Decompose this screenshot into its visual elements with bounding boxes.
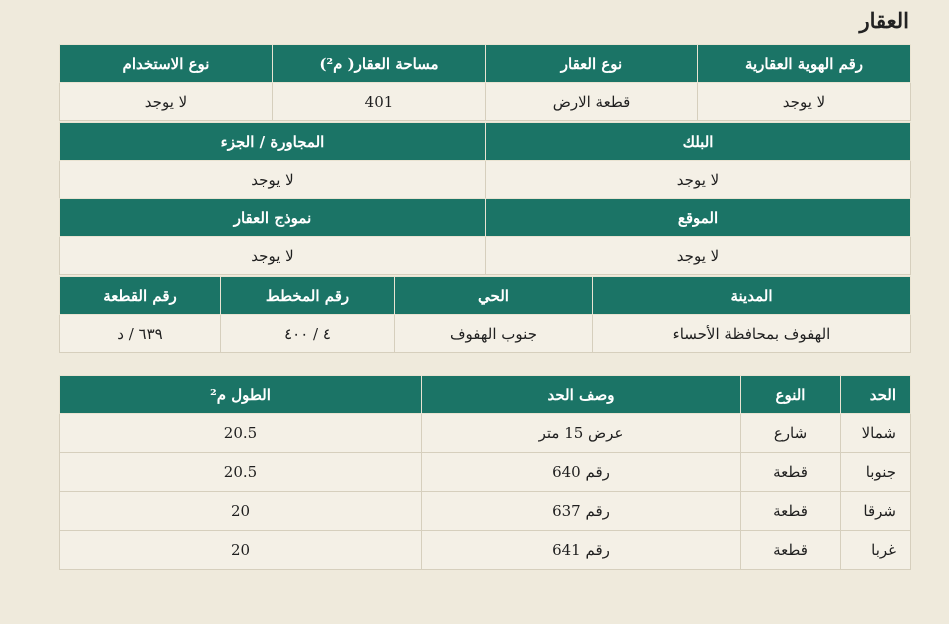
value-property-model: لا يوجد	[60, 237, 486, 275]
value-property-area: 401	[273, 83, 486, 121]
header-type: النوع	[741, 376, 841, 414]
header-boundary: الحد	[841, 376, 911, 414]
boundary-length: 20.5	[60, 414, 422, 453]
header-real-estate-id: رقم الهوية العقارية	[698, 45, 911, 83]
value-location: لا يوجد	[486, 237, 911, 275]
boundary-description: عرض 15 متر	[422, 414, 741, 453]
header-boundary-description: وصف الحد	[422, 376, 741, 414]
property-info-table-2	[59, 122, 911, 199]
value-city: الهفوف بمحافظة الأحساء	[593, 315, 911, 353]
boundaries-table	[59, 375, 911, 570]
property-info-table-4	[59, 276, 911, 353]
boundary-length: 20	[60, 492, 422, 531]
header-plot-number: رقم القطعة	[60, 277, 221, 315]
section-title: العقار	[859, 8, 909, 33]
boundary-type: قطعة	[741, 492, 841, 531]
header-usage-type: نوع الاستخدام	[60, 45, 273, 83]
header-property-model: نموذج العقار	[60, 199, 486, 237]
boundary-side: شمالا	[841, 414, 911, 453]
value-block: لا يوجد	[486, 161, 911, 199]
boundary-description: رقم 641	[422, 531, 741, 570]
boundary-type: قطعة	[741, 453, 841, 492]
header-neighborhood-part: المجاورة / الجزء	[60, 123, 486, 161]
value-plan-number: ٤ / ٤٠٠	[221, 315, 395, 353]
value-district: جنوب الهفوف	[395, 315, 593, 353]
boundary-length: 20	[60, 531, 422, 570]
property-info-table-3	[59, 198, 911, 275]
header-property-type: نوع العقار	[486, 45, 698, 83]
table-row	[60, 453, 911, 492]
header-location: الموقع	[486, 199, 911, 237]
boundary-side: شرقا	[841, 492, 911, 531]
header-district: الحي	[395, 277, 593, 315]
boundary-description: رقم 637	[422, 492, 741, 531]
boundary-type: قطعة	[741, 531, 841, 570]
boundary-length: 20.5	[60, 453, 422, 492]
property-info-table-1	[59, 44, 911, 121]
boundary-description: رقم 640	[422, 453, 741, 492]
boundary-side: جنوبا	[841, 453, 911, 492]
header-city: المدينة	[593, 277, 911, 315]
table-row	[60, 414, 911, 453]
boundary-type: شارع	[741, 414, 841, 453]
value-property-type: قطعة الارض	[486, 83, 698, 121]
value-usage-type: لا يوجد	[60, 83, 273, 121]
boundary-side: غربا	[841, 531, 911, 570]
value-real-estate-id: لا يوجد	[698, 83, 911, 121]
header-length: الطول م²	[60, 376, 422, 414]
header-plan-number: رقم المخطط	[221, 277, 395, 315]
value-plot-number: ٦٣٩ / د	[60, 315, 221, 353]
value-neighborhood-part: لا يوجد	[60, 161, 486, 199]
table-row	[60, 492, 911, 531]
table-row	[60, 531, 911, 570]
header-property-area: مساحة العقار( م²)	[273, 45, 486, 83]
header-block: البلك	[486, 123, 911, 161]
